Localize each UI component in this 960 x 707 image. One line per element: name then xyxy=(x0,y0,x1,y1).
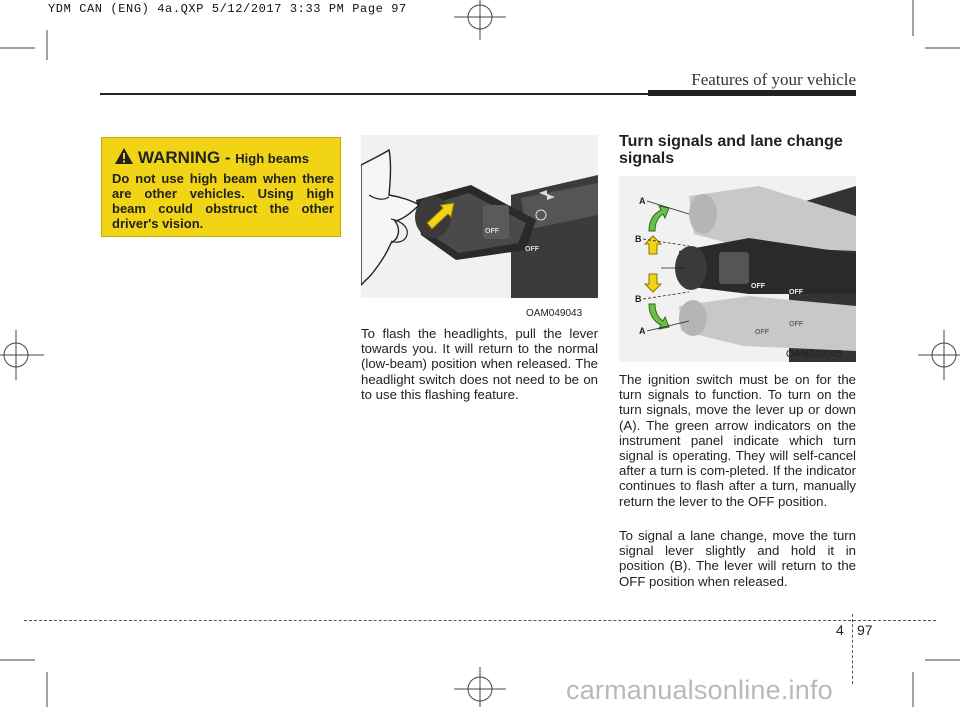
warning-title xyxy=(138,148,309,168)
turn-signal-illustration xyxy=(619,176,856,362)
watermark: carmanualsonline.info xyxy=(566,675,833,705)
warning-text: Do not use high beam when there are other vehicles. Using high beam could obstruct the other driver's vision. xyxy=(112,171,334,231)
figure2-label-a-top: A xyxy=(639,196,646,206)
warning-subtitle: High beams xyxy=(235,151,309,166)
warning-triangle-icon xyxy=(114,147,134,165)
figure1-off-label-2: OFF xyxy=(525,246,539,253)
print-header: YDM CAN (ENG) 4a.QXP 5/12/2017 3:33 PM Page 97 xyxy=(48,2,407,16)
figure2-off-label-1: OFF xyxy=(751,283,765,290)
page-number-divider xyxy=(852,614,853,684)
crop-mark-bottom-right xyxy=(900,650,960,707)
turn-signals-heading: Turn signals and lane change signals xyxy=(619,133,843,167)
warning-title-label: WARNING - xyxy=(138,148,236,167)
registration-mark-bottom xyxy=(454,667,506,707)
turn-signals-paragraph-1: The ignition switch must be on for the turn signals to function. To turn on the turn signals, move the lever up or down (A). The green arrow indicators on the instrument panel indicate which turn signal is operating. They will self-cancel after a turn is com-pleted. If the indicator continues to flash after a turn, manually return the lever to the OFF position. xyxy=(619,372,856,509)
crop-mark-bottom-left xyxy=(0,650,60,707)
figure2-label-b-bottom: B xyxy=(635,294,642,304)
turn-signals-paragraph-2: To signal a lane change, move the turn signal lever slightly and hold it in position (B). The lever will return to the OFF position when released. xyxy=(619,528,856,589)
section-title: Features of your vehicle xyxy=(691,70,856,89)
page-number: 97 xyxy=(857,622,873,638)
figure1-caption: OAM049043 xyxy=(526,308,583,319)
figure2-label-b-top: B xyxy=(635,234,642,244)
figure2-off-label-4: OFF xyxy=(789,321,803,328)
figure2-label-a-bottom: A xyxy=(639,326,646,336)
chapter-number: 4 xyxy=(836,622,844,638)
crop-mark-top-left xyxy=(0,0,60,60)
registration-mark-right xyxy=(918,330,960,380)
registration-mark-left xyxy=(0,330,44,380)
footer-dashed-rule xyxy=(24,620,936,621)
header-rule-accent xyxy=(648,90,856,96)
crop-mark-top-right xyxy=(900,0,960,60)
figure2-caption: OAM049045 xyxy=(786,349,843,360)
registration-mark-top xyxy=(454,0,506,40)
figure2-off-label-3: OFF xyxy=(755,329,769,336)
flash-paragraph: To flash the headlights, pull the lever towards you. It will return to the normal (low-beam) position when released. The headlight switch does not need to be on to use this flashing feature. xyxy=(361,326,598,402)
figure1-off-label-1: OFF xyxy=(485,228,499,235)
warning-box xyxy=(101,137,341,237)
figure2-off-label-2: OFF xyxy=(789,289,803,296)
headlight-flash-illustration xyxy=(361,135,598,298)
